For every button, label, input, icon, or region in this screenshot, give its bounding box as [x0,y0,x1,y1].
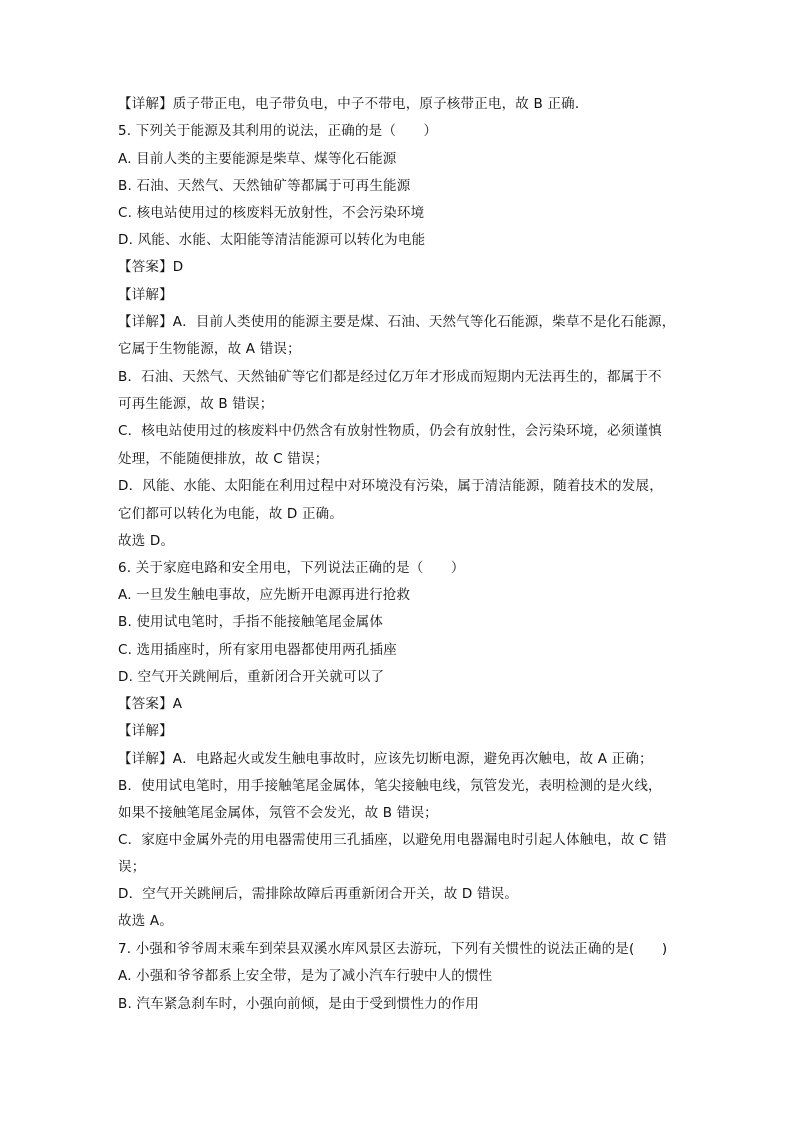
option-b: B. 使用试电笔时，手指不能接触笔尾金属体 [118,614,384,630]
option-a: A. 小强和爷爷都系上安全带，是为了减小汽车行驶中人的惯性 [118,968,493,984]
text-line: C．家庭中金属外壳的用电器需使用三孔插座，以避免用电器漏电时引起人体触电，故 C 错 [118,832,667,848]
text-line: 【详解】质子带正电，电子带负电，中子不带电，原子核带正电，故 B 正确． [118,96,589,112]
explanation-heading: 【详解】 [118,287,173,303]
conclusion: 故选 A。 [118,913,174,929]
text-line: D．风能、水能、太阳能在利用过程中对环境没有污染，属于清洁能源，随着技术的发展， [118,478,663,494]
option-d: D. 风能、水能、太阳能等清洁能源可以转化为电能 [118,232,426,248]
answer-label: 【答案】D [118,259,184,275]
text-line: B．使用试电笔时，用手接触笔尾金属体，笔尖接触电线，氖管发光，表明检测的是火线， [118,778,662,794]
option-b: B. 汽车紧急刹车时，小强向前倾，是由于受到惯性力的作用 [118,996,479,1012]
text-line: D．空气开关跳闸后，需排除故障后再重新闭合开关，故 D 错误。 [118,886,519,902]
text-line: 【详解】A．电路起火或发生触电事故时，应该先切断电源，避免再次触电，故 A 正确； [118,751,653,767]
question-7-stem: 7. 小强和爷爷周末乘车到荣县双溪水库风景区去游玩，下列有关惯性的说法正确的是( ) [118,941,668,957]
text-line: 它们都可以转化为电能，故 D 正确。 [118,506,344,522]
text-line: B．石油、天然气、天然铀矿等它们都是经过亿万年才形成而短期内无法再生的，都属于不 [118,369,662,385]
text-line: 它属于生物能源，故 A 错误； [118,341,301,357]
question-6-stem: 6. 关于家庭电路和安全用电，下列说法正确的是（ ） [118,560,465,576]
text-line: 【详解】A．目前人类使用的能源主要是煤、石油、天然气等化石能源，柴草不是化石能源， [118,314,676,330]
question-5-stem: 5. 下列关于能源及其利用的说法，正确的是（ ） [118,123,438,139]
conclusion: 故选 D。 [118,533,175,549]
answer-label: 【答案】A [118,696,183,712]
option-a: A. 一旦发生触电事故，应先断开电源再进行抢救 [118,587,411,603]
text-line: 误； [118,859,146,875]
option-a: A. 目前人类的主要能源是柴草、煤等化石能源 [118,151,397,167]
option-b: B. 石油、天然气、天然铀矿等都属于可再生能源 [118,178,411,194]
text-line: C．核电站使用过的核废料中仍然含有放射性物质，仍会有放射性，会污染环境，必须谨慎 [118,423,662,439]
option-c: C. 选用插座时，所有家用电器都使用两孔插座 [118,642,397,658]
text-line: 如果不接触笔尾金属体，氖管不会发光，故 B 错误； [118,805,438,821]
text-line: 可再生能源，故 B 错误； [118,396,274,412]
explanation-heading: 【详解】 [118,723,173,739]
text-line: 处理，不能随便排放，故 C 错误； [118,451,329,467]
option-d: D. 空气开关跳闸后，重新闭合开关就可以了 [118,669,385,685]
option-c: C. 核电站使用过的核废料无放射性，不会污染环境 [118,205,425,221]
